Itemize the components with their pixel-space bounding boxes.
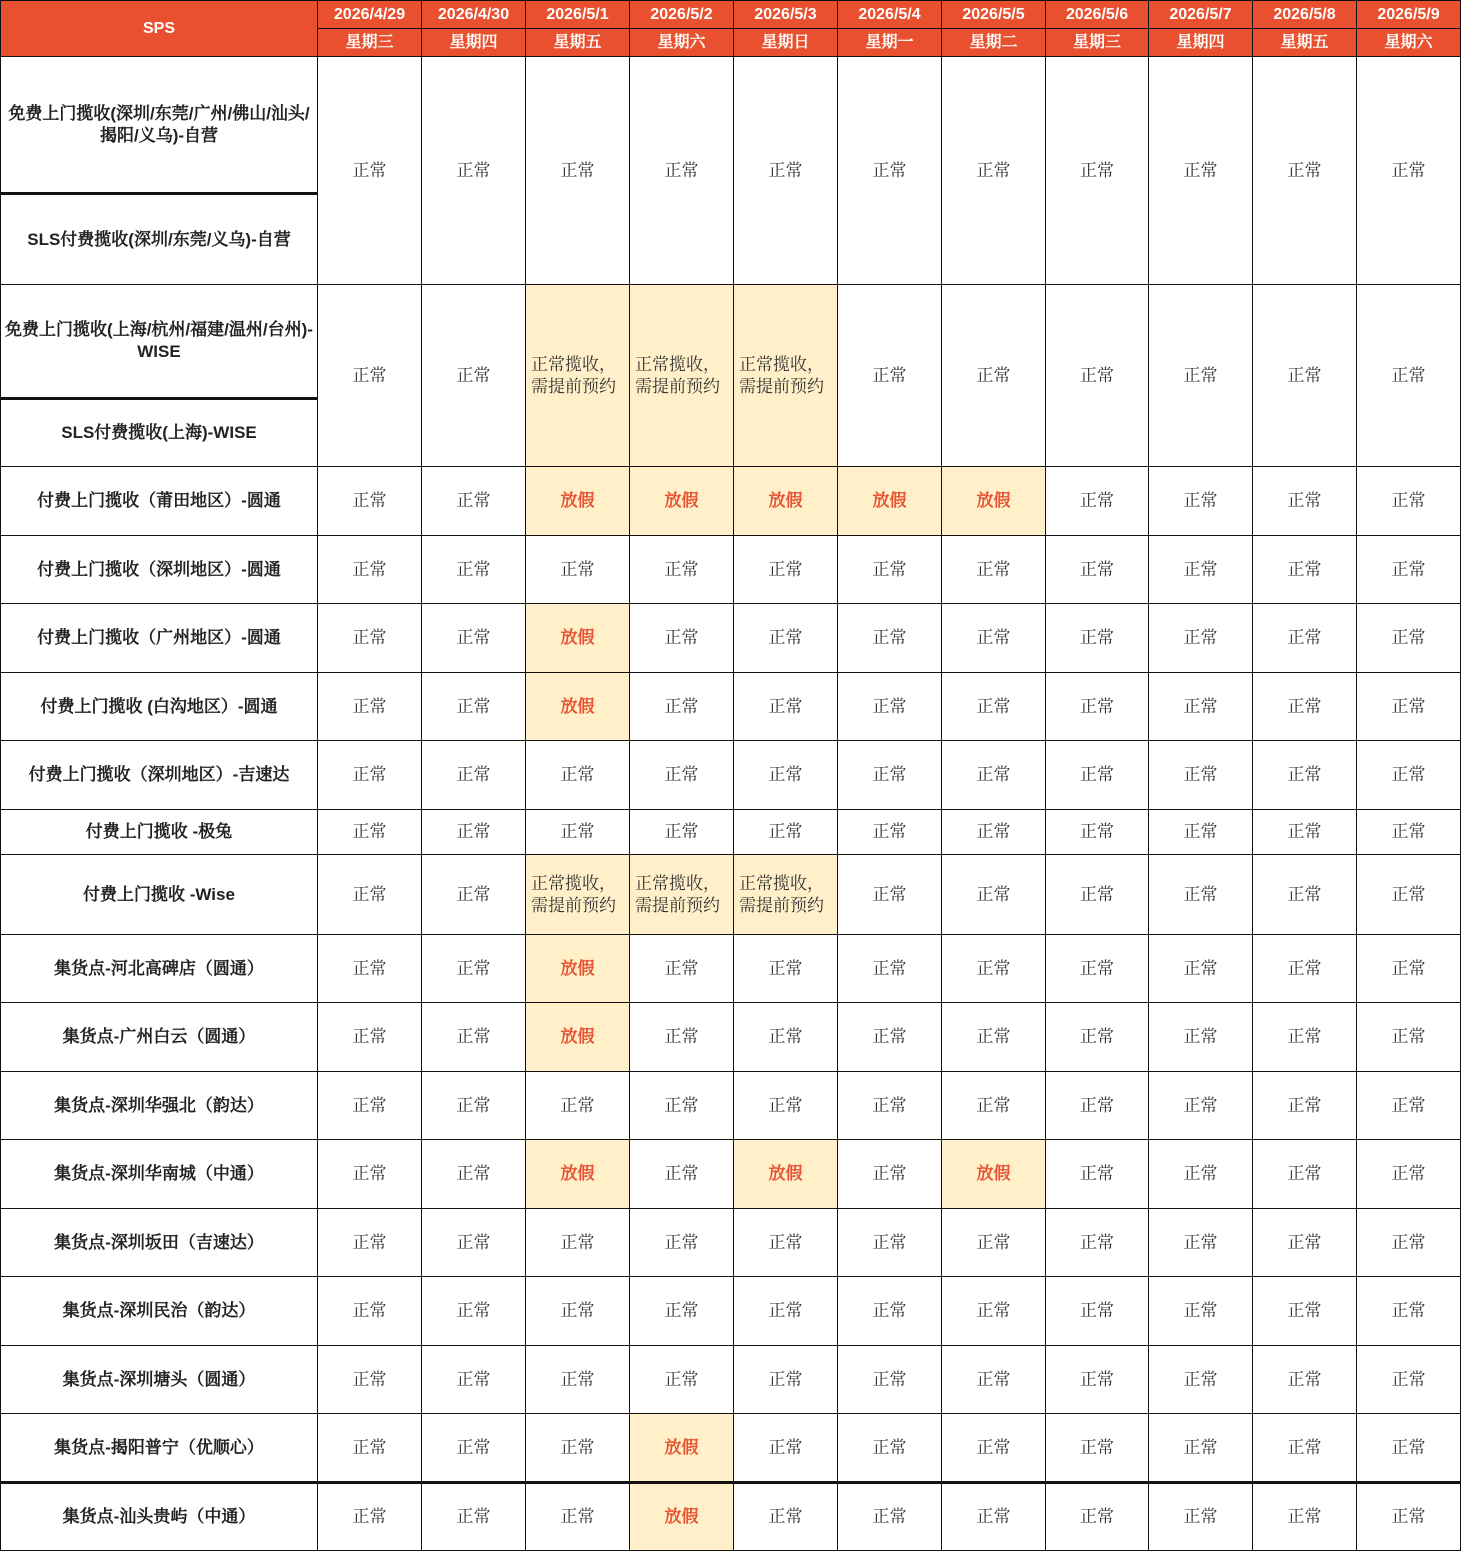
table-row [1,467,1461,536]
status-cell-normal: 正常 [422,810,526,855]
table-body [1,57,1461,1551]
status-cell-normal: 正常 [1357,1483,1461,1551]
status-cell-normal: 正常 [318,810,422,855]
status-cell-normal: 正常 [1357,741,1461,810]
service-name-cell: 集货点-深圳坂田（吉速达） [1,1209,318,1277]
status-cell-normal: 正常 [630,1209,734,1277]
column-weekday-header: 星期五 [1253,29,1357,57]
status-cell-normal: 正常 [734,810,838,855]
status-cell-normal: 正常 [1253,536,1357,604]
status-cell-normal: 正常 [1253,285,1357,467]
status-cell-normal: 正常 [838,1209,942,1277]
column-weekday-header: 星期四 [1149,29,1253,57]
status-cell-normal: 正常 [734,935,838,1003]
column-date-header: 2026/5/3 [734,1,838,29]
service-name-cell: 付费上门揽收 -极兔 [1,810,318,855]
status-cell-normal: 正常 [942,1003,1046,1072]
status-cell-normal: 正常 [1046,1277,1149,1346]
status-cell-normal: 正常 [942,741,1046,810]
status-cell-normal: 正常 [1149,285,1253,467]
table-row [1,855,1461,935]
status-cell-normal: 正常 [1253,1277,1357,1346]
column-weekday-header: 星期一 [838,29,942,57]
status-cell-normal: 正常 [942,855,1046,935]
status-cell-normal: 正常 [838,810,942,855]
table-row [1,1346,1461,1414]
status-cell-normal: 正常 [838,1003,942,1072]
status-cell-normal: 正常 [630,1072,734,1140]
status-cell-normal: 正常 [734,604,838,673]
status-cell-advance-booking: 正常揽收，需提前预约 [734,855,838,935]
service-name-cell: 集货点-汕头贵屿（中通） [1,1483,318,1551]
status-cell-normal: 正常 [1253,57,1357,285]
status-cell-normal: 正常 [1253,935,1357,1003]
service-name-cell: SLS付费揽收(深圳/东莞/义乌)-自营 [1,194,318,285]
service-name-cell: 付费上门揽收（广州地区）-圆通 [1,604,318,673]
status-cell-normal: 正常 [1357,1003,1461,1072]
status-cell-advance-booking: 正常揽收，需提前预约 [526,285,630,467]
status-cell-normal: 正常 [942,673,1046,741]
status-cell-normal: 正常 [942,604,1046,673]
column-date-header: 2026/5/1 [526,1,630,29]
status-cell-normal: 正常 [1149,741,1253,810]
table-row [1,604,1461,673]
status-cell-normal: 正常 [1357,935,1461,1003]
status-cell-normal: 正常 [318,1003,422,1072]
status-cell-normal: 正常 [1149,1414,1253,1483]
status-cell-normal: 正常 [630,1003,734,1072]
status-cell-normal: 正常 [942,1277,1046,1346]
status-cell-normal: 正常 [422,1483,526,1551]
column-date-header: 2026/4/30 [422,1,526,29]
status-cell-normal: 正常 [1357,536,1461,604]
status-cell-normal: 正常 [630,1140,734,1209]
status-cell-normal: 正常 [422,741,526,810]
status-cell-normal: 正常 [942,935,1046,1003]
table-row [1,536,1461,604]
table-row [1,1003,1461,1072]
status-cell-normal: 正常 [1046,935,1149,1003]
status-cell-normal: 正常 [1357,1140,1461,1209]
status-cell-normal: 正常 [526,810,630,855]
status-cell-normal: 正常 [1046,467,1149,536]
status-cell-normal: 正常 [1149,810,1253,855]
service-name-cell: 集货点-深圳塘头（圆通） [1,1346,318,1414]
status-cell-normal: 正常 [526,536,630,604]
status-cell-normal: 正常 [838,1140,942,1209]
table-row [1,1277,1461,1346]
status-cell-normal: 正常 [1046,536,1149,604]
status-cell-normal: 正常 [1357,57,1461,285]
status-cell-advance-booking: 正常揽收，需提前预约 [630,855,734,935]
status-cell-normal: 正常 [1253,1483,1357,1551]
status-cell-normal: 正常 [318,57,422,285]
status-cell-holiday: 放假 [630,1414,734,1483]
status-cell-normal: 正常 [734,1346,838,1414]
status-cell-normal: 正常 [838,935,942,1003]
status-cell-normal: 正常 [526,1072,630,1140]
status-cell-normal: 正常 [1357,467,1461,536]
status-cell-normal: 正常 [630,741,734,810]
status-cell-holiday: 放假 [734,467,838,536]
status-cell-normal: 正常 [734,1209,838,1277]
service-name-cell: 付费上门揽收（深圳地区）-圆通 [1,536,318,604]
status-cell-normal: 正常 [1253,741,1357,810]
status-cell-normal: 正常 [1149,1277,1253,1346]
status-cell-normal: 正常 [318,673,422,741]
column-date-header: 2026/5/5 [942,1,1046,29]
status-cell-holiday: 放假 [942,467,1046,536]
status-cell-normal: 正常 [1253,1346,1357,1414]
status-cell-normal: 正常 [942,1483,1046,1551]
status-cell-normal: 正常 [942,1346,1046,1414]
column-weekday-header: 星期五 [526,29,630,57]
status-cell-normal: 正常 [1253,673,1357,741]
column-weekday-header: 星期三 [1046,29,1149,57]
status-cell-normal: 正常 [942,285,1046,467]
status-cell-normal: 正常 [318,1483,422,1551]
status-cell-normal: 正常 [1149,1140,1253,1209]
table-row [1,1483,1461,1551]
status-cell-normal: 正常 [318,741,422,810]
status-cell-normal: 正常 [1357,1072,1461,1140]
status-cell-normal: 正常 [318,467,422,536]
status-cell-normal: 正常 [1149,1003,1253,1072]
status-cell-normal: 正常 [838,855,942,935]
column-date-header: 2026/5/9 [1357,1,1461,29]
service-name-cell: 付费上门揽收（莆田地区）-圆通 [1,467,318,536]
status-cell-normal: 正常 [422,1003,526,1072]
service-name-cell: 付费上门揽收（深圳地区）-吉速达 [1,741,318,810]
column-weekday-header: 星期日 [734,29,838,57]
status-cell-holiday: 放假 [526,935,630,1003]
status-cell-normal: 正常 [1046,1346,1149,1414]
status-cell-normal: 正常 [1357,1209,1461,1277]
service-name-cell: 付费上门揽收 -Wise [1,855,318,935]
status-cell-holiday: 放假 [526,673,630,741]
status-cell-holiday: 放假 [630,467,734,536]
status-cell-normal: 正常 [422,57,526,285]
status-cell-normal: 正常 [1357,1414,1461,1483]
status-cell-normal: 正常 [630,935,734,1003]
status-cell-normal: 正常 [526,1346,630,1414]
service-name-cell: SLS付费揽收(上海)-WISE [1,399,318,467]
status-cell-normal: 正常 [734,741,838,810]
status-cell-normal: 正常 [1253,467,1357,536]
status-cell-normal: 正常 [942,1209,1046,1277]
status-cell-normal: 正常 [1149,467,1253,536]
status-cell-normal: 正常 [318,855,422,935]
table-row [1,673,1461,741]
status-cell-normal: 正常 [422,1277,526,1346]
service-name-cell: 集货点-深圳华强北（韵达） [1,1072,318,1140]
status-cell-normal: 正常 [422,536,526,604]
status-cell-normal: 正常 [1149,57,1253,285]
status-cell-advance-booking: 正常揽收，需提前预约 [526,855,630,935]
status-cell-normal: 正常 [318,1277,422,1346]
status-cell-normal: 正常 [630,1346,734,1414]
status-cell-normal: 正常 [1046,855,1149,935]
status-cell-normal: 正常 [630,536,734,604]
column-weekday-header: 星期六 [630,29,734,57]
status-cell-holiday: 放假 [526,604,630,673]
status-cell-holiday: 放假 [526,1003,630,1072]
status-cell-normal: 正常 [1149,1483,1253,1551]
status-cell-normal: 正常 [422,1140,526,1209]
status-cell-normal: 正常 [1357,285,1461,467]
status-cell-normal: 正常 [1149,604,1253,673]
status-cell-normal: 正常 [318,1414,422,1483]
status-cell-normal: 正常 [942,57,1046,285]
status-cell-normal: 正常 [630,673,734,741]
status-cell-normal: 正常 [1149,1072,1253,1140]
service-name-cell: 集货点-广州白云（圆通） [1,1003,318,1072]
status-cell-normal: 正常 [1046,1072,1149,1140]
status-cell-normal: 正常 [630,1277,734,1346]
status-cell-normal: 正常 [1357,810,1461,855]
status-cell-normal: 正常 [1253,1003,1357,1072]
status-cell-normal: 正常 [1253,604,1357,673]
status-cell-normal: 正常 [1357,604,1461,673]
column-date-header: 2026/4/29 [318,1,422,29]
status-cell-normal: 正常 [422,285,526,467]
table-row [1,741,1461,810]
status-cell-normal: 正常 [838,536,942,604]
status-cell-normal: 正常 [1046,285,1149,467]
status-cell-normal: 正常 [1357,1277,1461,1346]
status-cell-normal: 正常 [422,935,526,1003]
status-cell-normal: 正常 [1253,1414,1357,1483]
status-cell-normal: 正常 [838,285,942,467]
column-date-header: 2026/5/2 [630,1,734,29]
status-cell-normal: 正常 [422,1209,526,1277]
column-date-header: 2026/5/4 [838,1,942,29]
table-row [1,57,1461,194]
status-cell-normal: 正常 [734,536,838,604]
column-date-header: 2026/5/8 [1253,1,1357,29]
status-cell-normal: 正常 [1253,855,1357,935]
column-weekday-header: 星期四 [422,29,526,57]
status-cell-normal: 正常 [422,855,526,935]
column-date-header: 2026/5/6 [1046,1,1149,29]
status-cell-normal: 正常 [1149,673,1253,741]
status-cell-normal: 正常 [1149,536,1253,604]
status-cell-normal: 正常 [1046,604,1149,673]
column-weekday-header: 星期二 [942,29,1046,57]
status-cell-normal: 正常 [942,536,1046,604]
status-cell-normal: 正常 [1046,1414,1149,1483]
status-cell-normal: 正常 [318,1346,422,1414]
status-cell-normal: 正常 [526,741,630,810]
table-row [1,1414,1461,1483]
status-cell-normal: 正常 [630,604,734,673]
status-cell-normal: 正常 [838,1483,942,1551]
status-cell-normal: 正常 [526,1414,630,1483]
status-cell-normal: 正常 [734,1414,838,1483]
status-cell-normal: 正常 [1253,1140,1357,1209]
status-cell-normal: 正常 [526,1277,630,1346]
status-cell-normal: 正常 [838,1277,942,1346]
status-cell-normal: 正常 [318,1072,422,1140]
status-cell-normal: 正常 [1253,810,1357,855]
status-cell-normal: 正常 [318,1209,422,1277]
corner-label-sps: SPS [1,1,318,57]
status-cell-normal: 正常 [1357,673,1461,741]
status-cell-normal: 正常 [838,673,942,741]
status-cell-normal: 正常 [734,57,838,285]
status-cell-normal: 正常 [1253,1209,1357,1277]
status-cell-normal: 正常 [526,1209,630,1277]
service-name-cell: 集货点-揭阳普宁（优顺心） [1,1414,318,1483]
status-cell-normal: 正常 [422,1072,526,1140]
status-cell-normal: 正常 [318,935,422,1003]
table-row [1,285,1461,399]
status-cell-normal: 正常 [526,57,630,285]
status-cell-normal: 正常 [318,1140,422,1209]
status-cell-normal: 正常 [838,741,942,810]
status-cell-normal: 正常 [422,1346,526,1414]
status-cell-normal: 正常 [318,536,422,604]
status-cell-holiday: 放假 [734,1140,838,1209]
table-row [1,810,1461,855]
status-cell-holiday: 放假 [942,1140,1046,1209]
status-cell-normal: 正常 [734,1277,838,1346]
status-cell-normal: 正常 [1357,1346,1461,1414]
column-date-header: 2026/5/7 [1149,1,1253,29]
status-cell-normal: 正常 [838,57,942,285]
status-cell-normal: 正常 [1357,855,1461,935]
table-row [1,1140,1461,1209]
status-cell-normal: 正常 [1149,935,1253,1003]
service-name-cell: 付费上门揽收 (白沟地区）-圆通 [1,673,318,741]
status-cell-normal: 正常 [318,604,422,673]
column-weekday-header: 星期六 [1357,29,1461,57]
status-cell-advance-booking: 正常揽收，需提前预约 [630,285,734,467]
status-cell-normal: 正常 [734,1483,838,1551]
status-cell-normal: 正常 [942,1414,1046,1483]
status-cell-holiday: 放假 [526,1140,630,1209]
status-cell-normal: 正常 [630,810,734,855]
status-cell-normal: 正常 [1046,810,1149,855]
status-cell-normal: 正常 [526,1483,630,1551]
status-cell-normal: 正常 [318,285,422,467]
service-name-cell: 集货点-深圳华南城（中通） [1,1140,318,1209]
status-cell-normal: 正常 [838,604,942,673]
status-cell-holiday: 放假 [630,1483,734,1551]
status-cell-normal: 正常 [942,810,1046,855]
status-cell-normal: 正常 [422,604,526,673]
status-cell-normal: 正常 [630,57,734,285]
status-cell-normal: 正常 [1253,1072,1357,1140]
status-cell-normal: 正常 [1149,1209,1253,1277]
status-cell-normal: 正常 [422,673,526,741]
service-name-cell: 免费上门揽收(深圳/东莞/广州/佛山/汕头/揭阳/义乌)-自营 [1,57,318,194]
service-name-cell: 免费上门揽收(上海/杭州/福建/温州/台州)-WISE [1,285,318,399]
service-name-cell: 集货点-深圳民治（韵达） [1,1277,318,1346]
table-row [1,1209,1461,1277]
service-name-cell: 集货点-河北高碑店（圆通） [1,935,318,1003]
status-cell-normal: 正常 [1046,673,1149,741]
status-cell-normal: 正常 [1046,1483,1149,1551]
status-cell-normal: 正常 [838,1072,942,1140]
status-cell-normal: 正常 [734,1003,838,1072]
status-cell-normal: 正常 [838,1346,942,1414]
table-header [1,1,1461,57]
status-cell-normal: 正常 [1046,1140,1149,1209]
status-cell-normal: 正常 [1149,855,1253,935]
status-cell-holiday: 放假 [526,467,630,536]
status-cell-normal: 正常 [1046,57,1149,285]
status-cell-normal: 正常 [734,1072,838,1140]
status-cell-advance-booking: 正常揽收，需提前预约 [734,285,838,467]
status-cell-holiday: 放假 [838,467,942,536]
table-row [1,1072,1461,1140]
status-cell-normal: 正常 [942,1072,1046,1140]
status-cell-normal: 正常 [422,1414,526,1483]
status-cell-normal: 正常 [1046,1209,1149,1277]
status-cell-normal: 正常 [838,1414,942,1483]
status-cell-normal: 正常 [1149,1346,1253,1414]
column-weekday-header: 星期三 [318,29,422,57]
status-cell-normal: 正常 [1046,1003,1149,1072]
status-cell-normal: 正常 [422,467,526,536]
table-row [1,935,1461,1003]
status-cell-normal: 正常 [734,673,838,741]
status-cell-normal: 正常 [1046,741,1149,810]
